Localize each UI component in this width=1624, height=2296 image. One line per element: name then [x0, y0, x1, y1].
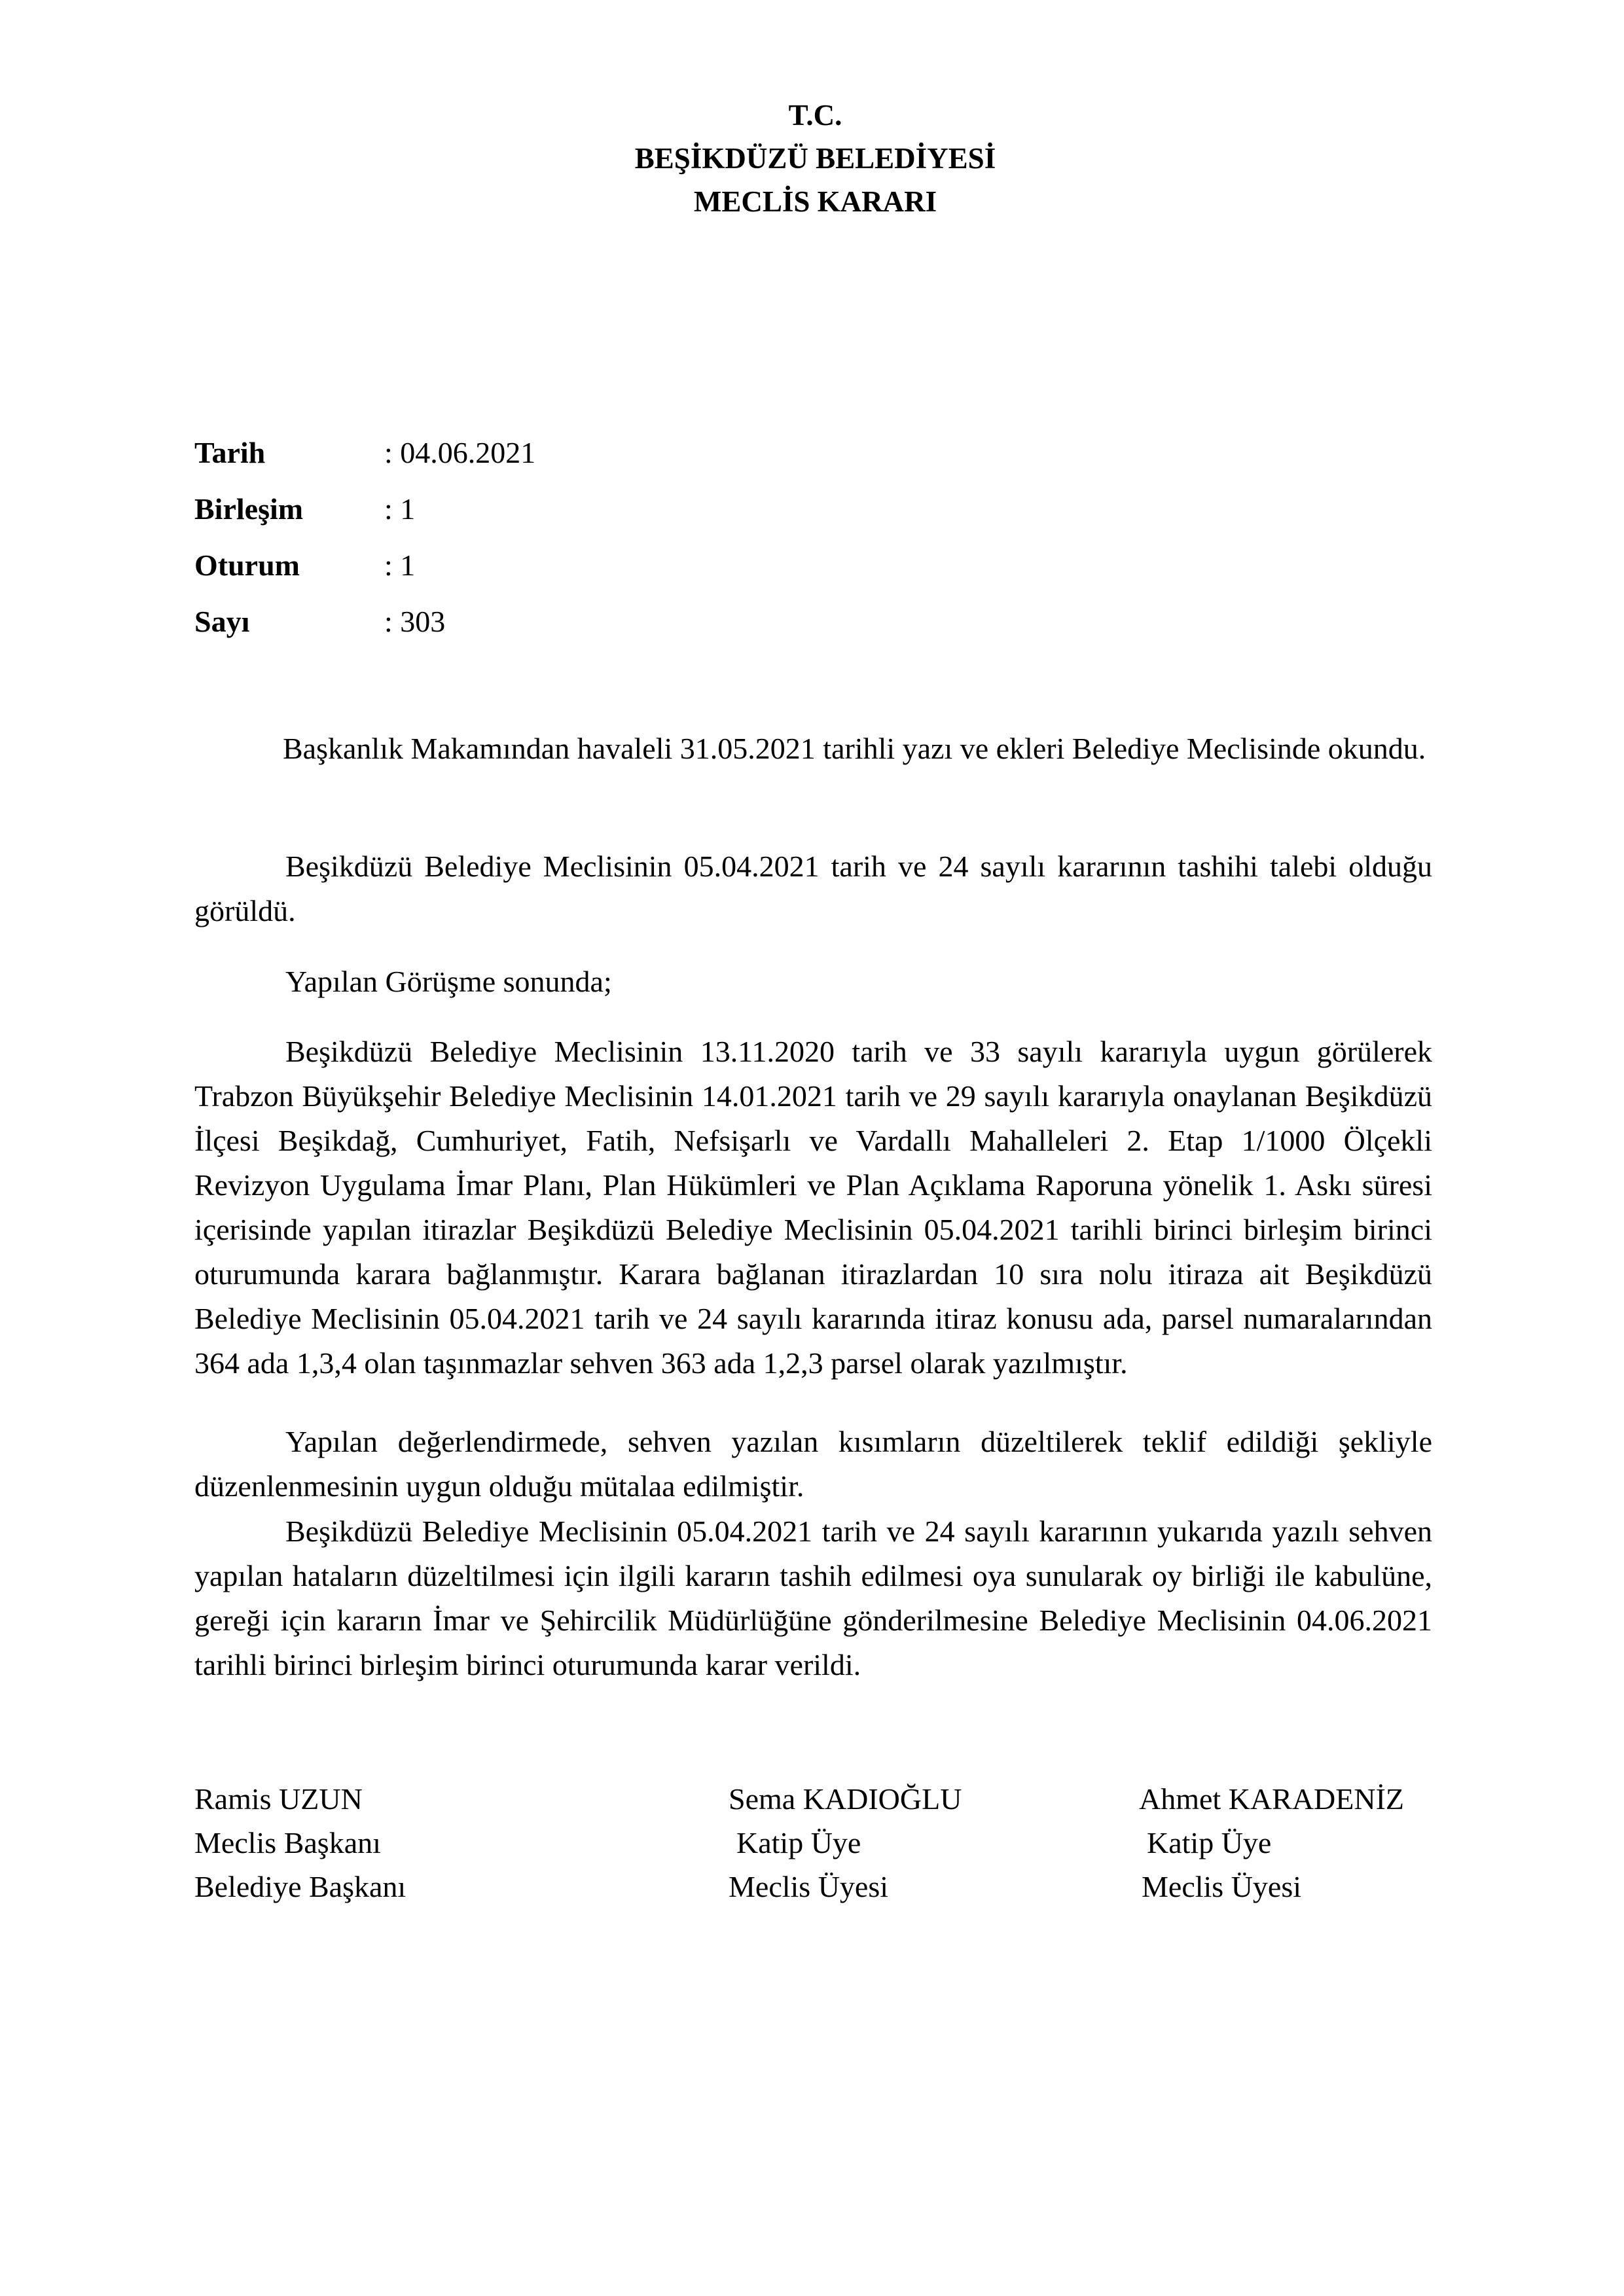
signatory-role: Katip Üye — [1147, 1826, 1272, 1859]
paragraph-decision — [194, 1509, 1432, 1687]
paragraph-intro — [194, 726, 1432, 771]
paragraph-discussion — [194, 960, 1432, 1004]
meta-row-number — [194, 598, 535, 654]
header-line-tc: T.C. — [788, 99, 842, 132]
signatory-role: Meclis Üyesi — [729, 1870, 889, 1903]
meta-label: Oturum — [194, 548, 300, 582]
decision-meta — [194, 429, 535, 654]
paragraph-text: Beşikdüzü Belediye Meclisinin 05.04.2021 tarih ve 24 sayılı kararının yukarıda yazılı sehven yapılan hataların düzeltilmesi için ilgili kararın tashih edilmesi oya sunularak oy birliği ile kabulüne, gereği için kararın İmar ve Şehircilik Müdürlüğüne gönderilmesine Belediye Meclisinin 04.06.2021 tarihli birinci birleşim birinci oturumunda karar verildi. — [194, 1515, 1432, 1681]
signatory-role: Katip Üye — [736, 1826, 861, 1859]
paragraph-text: Yapılan Görüşme sonunda; — [285, 965, 612, 998]
paragraph-text: Beşikdüzü Belediye Meclisinin 13.11.2020 tarih ve 33 sayılı kararıyla uygun görülerek Trabzon Büyükşehir Belediye Meclisinin 14.01.2021 tarih ve 29 sayılı kararıyla onaylanan Beşikdüzü İlçesi Beşikdağ, Cumhuriyet, Fatih, Nefsişarlı ve Vardallı Mahalleleri 2. Etap 1/1000 Ölçekli Revizyon Uygulama İmar Planı, Plan Hükümleri ve Plan Açıklama Raporuna yönelik 1. Askı süresi içerisinde yapılan itirazlar Beşikdüzü Belediye Meclisinin 05.04.2021 tarihli birinci birleşim birinci oturumunda karara bağlanmıştır. Karara bağlanan itirazlardan 10 sıra nolu itiraza ait Beşikdüzü Belediye Meclisinin 05.04.2021 tarih ve 24 sayılı kararında itiraz konusu ada, parsel numaralarından 364 ada 1,3,4 olan taşınmazlar sehven 363 ada 1,2,3 parsel olarak yazılmıştır. — [194, 1035, 1432, 1380]
meta-label: Sayı — [194, 605, 250, 638]
meta-row-date — [194, 429, 535, 485]
signatory-name: Ahmet KARADENİZ — [1139, 1782, 1404, 1816]
signatory-role: Meclis Başkanı — [194, 1826, 381, 1859]
document-header — [0, 94, 1624, 223]
paragraph-background — [194, 1030, 1432, 1386]
signatory-name: Sema KADIOĞLU — [729, 1782, 962, 1816]
meta-value: : 04.06.2021 — [384, 436, 536, 469]
paragraph-text: Yapılan değerlendirmede, sehven yazılan kısımların düzeltilerek teklif edildiği şekliyle düzenlenmesinin uygun olduğu mütalaa edilmiştir. — [194, 1425, 1432, 1503]
meta-value: : 1 — [384, 492, 416, 526]
meta-value: : 303 — [384, 605, 446, 638]
paragraph-text: Başkanlık Makamından havaleli 31.05.2021 tarihli yazı ve ekleri Belediye Meclisinde okundu. — [283, 732, 1426, 765]
signatory-role: Meclis Üyesi — [1142, 1870, 1302, 1903]
signatory-name: Ramis UZUN — [194, 1782, 363, 1816]
signature-clerk-1 — [729, 1777, 962, 1909]
meta-label: Birleşim — [194, 492, 304, 526]
signatory-role: Belediye Başkanı — [194, 1870, 406, 1903]
signature-clerk-2 — [1139, 1777, 1404, 1909]
meta-value: : 1 — [384, 548, 416, 582]
header-line-municipality: BEŞİKDÜZÜ BELEDİYESİ — [634, 142, 996, 175]
meta-label: Tarih — [194, 436, 266, 469]
paragraph-evaluation — [194, 1420, 1432, 1509]
meta-row-session — [194, 485, 535, 541]
meta-row-sitting — [194, 541, 535, 598]
signature-chair — [194, 1777, 406, 1909]
paragraph-text: Beşikdüzü Belediye Meclisinin 05.04.2021 tarih ve 24 sayılı kararının tashihi talebi olduğu görüldü. — [194, 850, 1432, 927]
header-line-decision-title: MECLİS KARARI — [693, 185, 937, 218]
paragraph-correction-request — [194, 844, 1432, 933]
